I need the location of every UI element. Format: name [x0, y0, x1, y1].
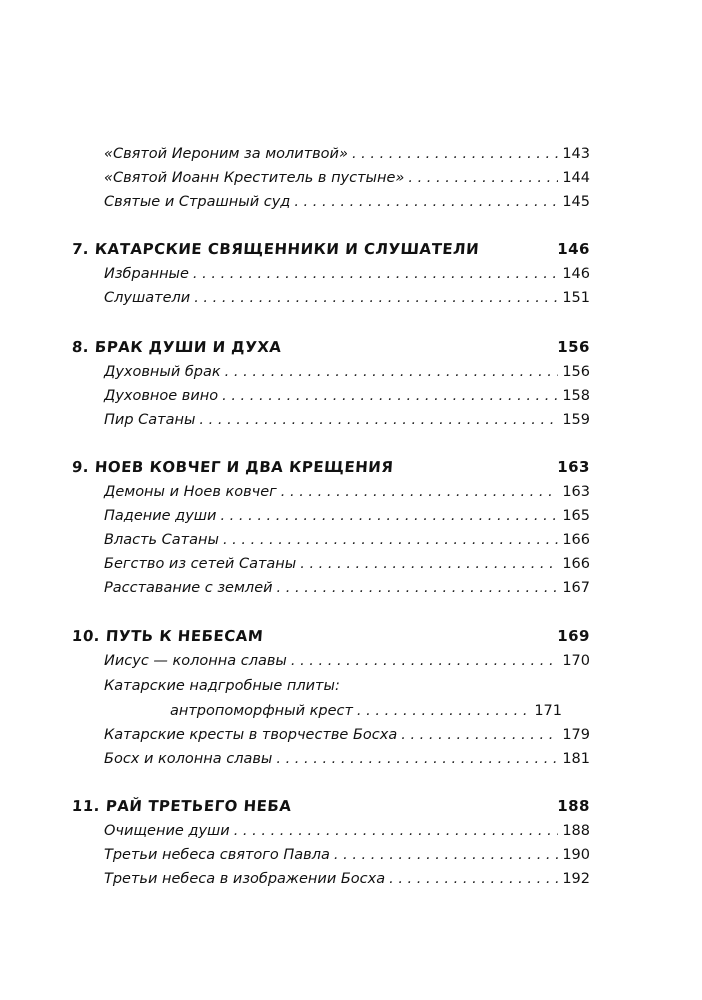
chapter-page: 156 [557, 338, 590, 356]
chapter-title: 10. ПУТЬ К НЕБЕСАМ [71, 627, 264, 645]
toc-entry-title: Катарские кресты в творчестве Босха [104, 727, 398, 743]
toc-entry-title: Падение души [104, 508, 217, 524]
leader-dots [223, 532, 558, 548]
chapter-title: 8. БРАК ДУШИ И ДУХА [71, 338, 283, 356]
toc-entry [104, 847, 590, 869]
toc-entry [104, 170, 590, 192]
leader-dots [281, 484, 559, 500]
toc-entry-page: 158 [562, 388, 590, 404]
toc-entry-title: Катарские надгробные плиты: [104, 678, 340, 694]
toc-entry-page: 188 [562, 823, 590, 839]
toc-entry-page: 144 [562, 170, 590, 186]
chapter-title: 11. РАЙ ТРЕТЬЕГО НЕБА [71, 797, 293, 815]
toc-entry [104, 871, 590, 893]
leader-dots [220, 508, 558, 524]
toc-entry-page: 151 [562, 290, 590, 306]
toc-entry [104, 364, 590, 386]
toc-entry [104, 532, 590, 554]
toc-entry-title: Очищение души [104, 823, 230, 839]
chapter-page: 146 [557, 240, 590, 258]
leader-dots [294, 194, 558, 210]
toc-entry [104, 194, 590, 216]
chapter-heading [72, 458, 590, 482]
leader-dots [334, 847, 558, 863]
toc-entry [104, 508, 590, 530]
toc-entry-title: Избранные [104, 266, 189, 282]
leader-dots [277, 580, 559, 596]
toc-entry-title: Бегство из сетей Сатаны [104, 556, 297, 572]
toc-entry-title: Третьи небеса в изображении Босха [104, 871, 386, 887]
toc-entry [104, 290, 590, 312]
toc-entry-title: Власть Сатаны [104, 532, 219, 548]
toc-entry-title: Слушатели [104, 290, 191, 306]
leader-dots [352, 146, 558, 162]
toc-entry-title: Расставание с землей [104, 580, 273, 596]
leader-dots [401, 727, 558, 743]
chapter-heading [72, 797, 590, 821]
toc-entry-title: Духовный брак [104, 364, 221, 380]
toc-entry [104, 266, 590, 288]
toc-entry [104, 653, 590, 675]
toc-entry-page: 156 [562, 364, 590, 380]
toc-entry-page: 163 [562, 484, 590, 500]
leader-dots [357, 703, 530, 719]
toc-entry [104, 484, 590, 506]
toc-entry [104, 412, 590, 434]
toc-entry-page: 145 [562, 194, 590, 210]
chapter-heading [72, 627, 590, 651]
chapter-title: 9. НОЕВ КОВЧЕГ И ДВА КРЕЩЕНИЯ [71, 458, 394, 476]
toc-entry [104, 751, 590, 773]
toc-entry [104, 388, 590, 410]
toc-entry-page: 167 [562, 580, 590, 596]
toc-entry [104, 823, 590, 845]
toc-entry [104, 727, 590, 749]
toc-entry-page: 181 [562, 751, 590, 767]
toc-entry-page: 146 [562, 266, 590, 282]
toc-entry-page: 171 [534, 703, 562, 719]
toc-entry-title: Босх и колонна славы [104, 751, 273, 767]
toc-entry-page: 159 [562, 412, 590, 428]
chapter-page: 169 [557, 627, 590, 645]
toc-entry-page: 165 [562, 508, 590, 524]
toc-entry [104, 146, 590, 168]
toc-entry-page: 143 [562, 146, 590, 162]
leader-dots [194, 290, 558, 306]
toc-entry-heading [104, 678, 590, 700]
toc-entry-title: Иисус — колонна славы [104, 653, 287, 669]
chapter-page: 188 [557, 797, 590, 815]
toc-entry [104, 580, 590, 602]
toc-entry-title: Третьи небеса святого Павла [104, 847, 330, 863]
toc-entry-title: антропоморфный крест [170, 703, 353, 719]
leader-dots [199, 412, 558, 428]
leader-dots [408, 170, 558, 186]
toc-entry-page: 166 [562, 556, 590, 572]
chapter-heading [72, 338, 590, 362]
toc-entry-title: Пир Сатаны [104, 412, 196, 428]
toc-entry-page: 170 [562, 653, 590, 669]
leader-dots [291, 653, 558, 669]
toc-entry-title: «Святой Иоанн Креститель в пустыне» [104, 170, 405, 186]
toc-entry-title: «Святой Иероним за молитвой» [104, 146, 348, 162]
chapter-title: 7. КАТАРСКИЕ СВЯЩЕННИКИ И СЛУШАТЕЛИ [71, 240, 480, 258]
leader-dots [276, 751, 558, 767]
toc-entry [104, 556, 590, 578]
leader-dots [225, 364, 559, 380]
chapter-heading [72, 240, 590, 264]
leader-dots [234, 823, 559, 839]
leader-dots [389, 871, 558, 887]
chapter-page: 163 [557, 458, 590, 476]
toc-entry-title: Демоны и Ноев ковчег [104, 484, 277, 500]
toc-entry-page: 179 [562, 727, 590, 743]
toc-entry-page: 190 [562, 847, 590, 863]
toc-entry-page: 166 [562, 532, 590, 548]
leader-dots [222, 388, 558, 404]
leader-dots [193, 266, 558, 282]
leader-dots [300, 556, 558, 572]
toc-entry-title: Духовное вино [104, 388, 219, 404]
toc-entry-title: Святые и Страшный суд [104, 194, 291, 210]
toc-entry-page: 192 [562, 871, 590, 887]
toc-entry [170, 703, 562, 725]
